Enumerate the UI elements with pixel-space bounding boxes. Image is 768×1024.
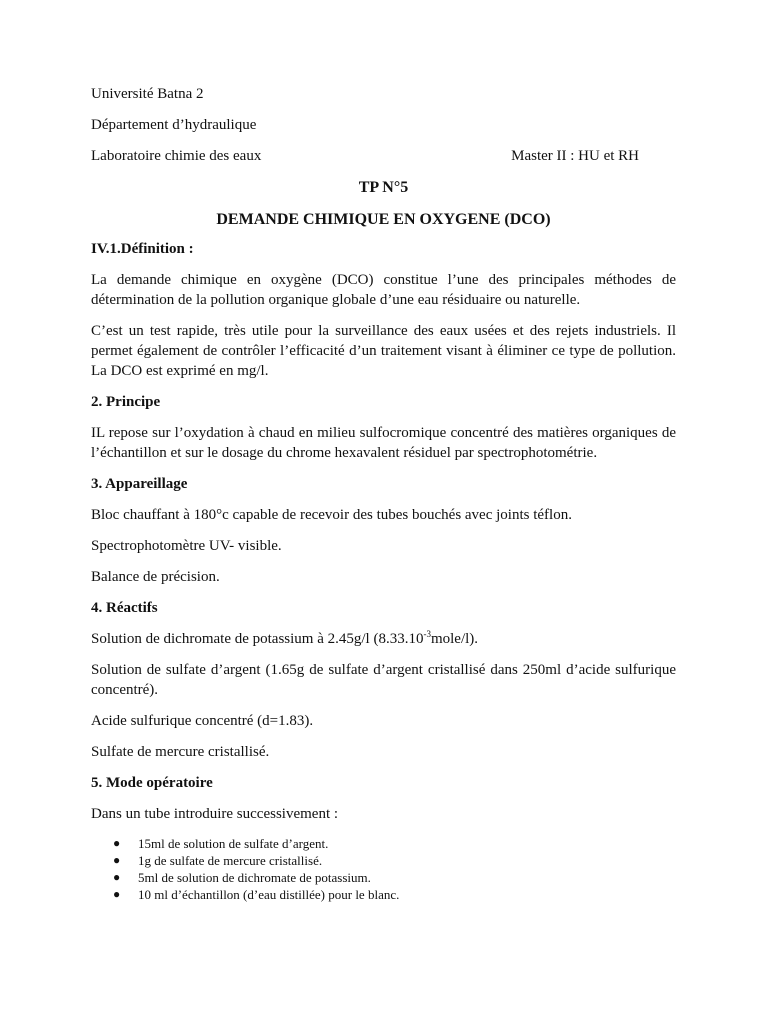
appareillage-item: Spectrophotomètre UV- visible.	[91, 538, 282, 554]
department-name: Département d’hydraulique	[91, 117, 257, 133]
reactif-dichromate	[91, 629, 676, 649]
reactif-sulfate-argent: Solution de sulfate d’argent (1.65g de sulfate d’argent cristallisé dans 250ml d’acide sulfurique concentré).	[91, 662, 676, 698]
lab-name: Laboratoire chimie des eaux	[91, 148, 262, 164]
university-name: Université Batna 2	[91, 86, 204, 102]
mode-intro: Dans un tube introduire successivement :	[91, 806, 339, 822]
tp-number: TP N°5	[358, 179, 409, 196]
step-text: 1g de sulfate de mercure cristallisé.	[138, 853, 323, 868]
reactif-dichromate-exponent: -3	[423, 629, 431, 639]
lab-master-row	[91, 146, 676, 166]
document-title: DEMANDE CHIMIQUE EN OXYGENE (DCO)	[216, 211, 551, 228]
principe-heading: 2. Principe	[91, 394, 161, 410]
step-text: 5ml de solution de dichromate de potassium.	[138, 870, 371, 885]
reactif-acide-sulfurique: Acide sulfurique concentré (d=1.83).	[91, 713, 314, 729]
principe-paragraph: IL repose sur l’oxydation à chaud en milieu sulfocromique concentré des matières organiques de l’échantillon et sur le dosage du chrome hexavalent résiduel par spectrophotométrie.	[91, 425, 676, 461]
definition-heading: IV.1.Définition :	[91, 241, 194, 257]
bullet-icon: ●	[113, 870, 121, 884]
reactif-sulfate-mercure: Sulfate de mercure cristallisé.	[91, 744, 270, 760]
step-text: 10 ml d’échantillon (d’eau distillée) pour le blanc.	[138, 887, 400, 902]
bullet-icon: ●	[113, 887, 121, 901]
document-page	[91, 84, 676, 903]
reactifs-heading: 4. Réactifs	[91, 600, 158, 616]
list-item	[113, 886, 676, 903]
bullet-icon: ●	[113, 853, 121, 867]
mode-heading: 5. Mode opératoire	[91, 775, 213, 791]
appareillage-item: Bloc chauffant à 180°c capable de recevoir des tubes bouchés avec joints téflon.	[91, 507, 572, 523]
reactif-dichromate-prefix: Solution de dichromate de potassium à 2.45g/l (8.33.10	[91, 631, 424, 647]
appareillage-heading: 3. Appareillage	[91, 476, 188, 492]
definition-paragraph-1: La demande chimique en oxygène (DCO) constitue l’une des principales méthodes de détermination de la pollution organique globale d’une eau résiduaire ou naturelle.	[91, 272, 676, 308]
reactif-dichromate-suffix: mole/l).	[430, 631, 479, 647]
list-item	[113, 869, 676, 886]
list-item	[113, 852, 676, 869]
master-label: Master II : HU et RH	[511, 148, 639, 164]
bullet-icon: ●	[113, 836, 121, 850]
step-text: 15ml de solution de sulfate d’argent.	[138, 836, 329, 851]
list-item	[113, 835, 676, 852]
mode-steps-list	[91, 835, 676, 903]
definition-paragraph-2: C’est un test rapide, très utile pour la surveillance des eaux usées et des rejets industriels. Il permet également de contrôler l’efficacité d’un traitement visant à éliminer ce type de pollution. La DCO est exprimé en mg/l.	[91, 323, 676, 379]
appareillage-item: Balance de précision.	[91, 569, 220, 585]
